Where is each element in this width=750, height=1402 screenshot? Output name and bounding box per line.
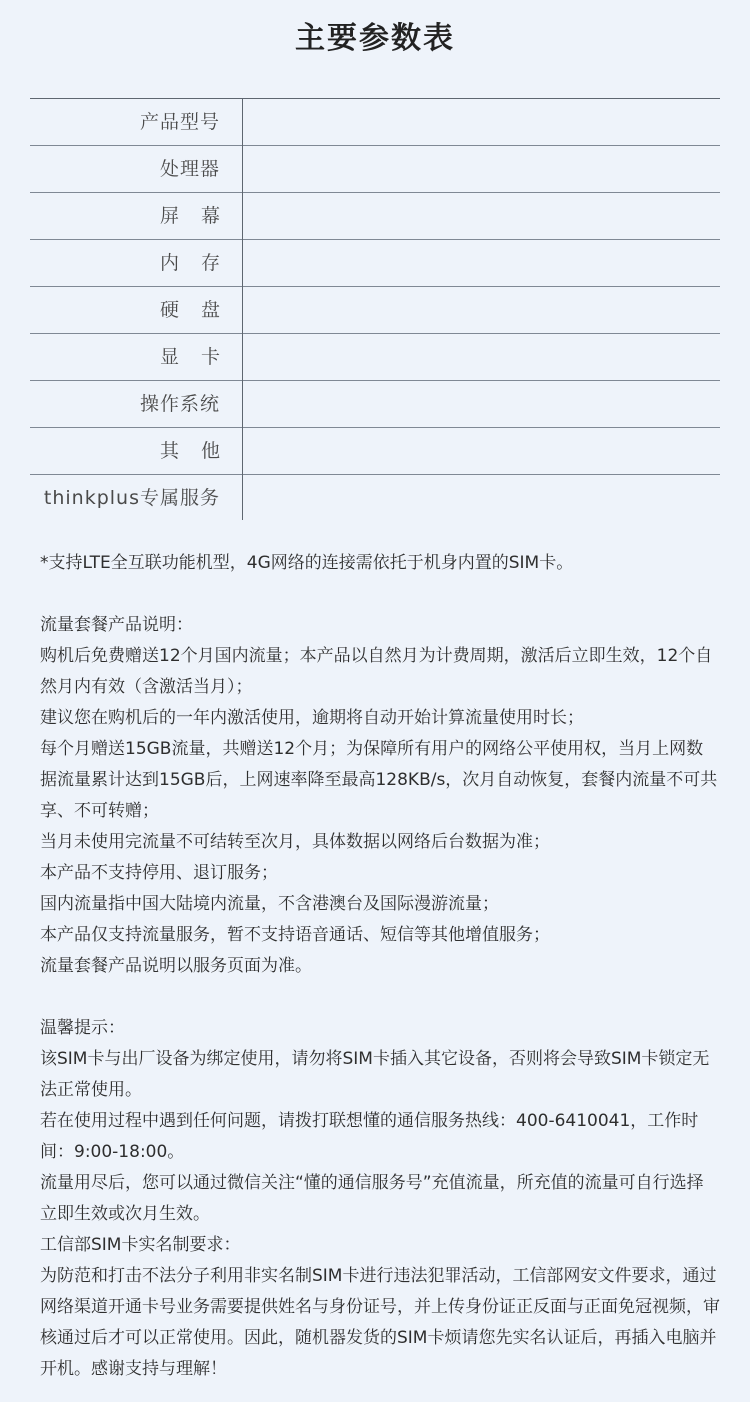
spec-value — [243, 287, 720, 333]
spec-row-os — [30, 380, 720, 427]
spec-label: 屏幕 — [159, 205, 242, 227]
traffic-item: 国内流量指中国大陆境内流量，不含港澳台及国际漫游流量； — [40, 894, 499, 914]
spec-row-storage — [30, 286, 720, 333]
traffic-item: 每个月赠送15GB流量，共赠送12个月；为保障所有用户的网络公平使用权，当月上网数据流量累计达到15GB后，上网速率降至最高128KB/s，次月自动恢复，套餐内流量不可共享、不可转赠； — [40, 739, 718, 821]
spec-table — [30, 98, 720, 521]
spec-value — [243, 475, 720, 521]
tips-item: 为防范和打击不法分子利用非实名制SIM卡进行违法犯罪活动，工信部网安文件要求，通过网络渠道开通卡号业务需要提供姓名与身份证号，并上传身份证正反面与正面免冠视频，审核通过后才可以正常使用。因此，随机器发货的SIM卡烦请您先实名认证后，再插入电脑并开机。感谢支持与理解！ — [40, 1266, 720, 1379]
spec-row-screen — [30, 192, 720, 239]
tips-heading: 温馨提示： — [40, 1018, 125, 1038]
spec-row-processor — [30, 145, 720, 192]
traffic-item: 流量套餐产品说明以服务页面为准。 — [40, 956, 312, 976]
traffic-item: 本产品不支持停用、退订服务； — [40, 863, 278, 883]
lte-note: *支持LTE全互联功能机型，4G网络的连接需依托于机身内置的SIM卡。 — [40, 553, 574, 573]
traffic-item: 建议您在购机后的一年内激活使用，逾期将自动开始计算流量使用时长； — [40, 708, 584, 728]
spec-value — [243, 381, 720, 427]
spec-label: thinkplus专属服务 — [43, 487, 220, 509]
tips-item: 该SIM卡与出厂设备为绑定使用，请勿将SIM卡插入其它设备，否则将会导致SIM卡锁定无法正常使用。 — [40, 1049, 710, 1100]
spec-value — [243, 193, 720, 239]
tips-item: 流量用尽后，您可以通过微信关注“懂的通信服务号”充值流量，所充值的流量可自行选择立即生效或次月生效。 — [40, 1173, 704, 1224]
page-title: 主要参数表 — [295, 21, 455, 56]
spec-row-graphics — [30, 333, 720, 380]
spec-value — [243, 146, 720, 192]
notes-section — [40, 548, 720, 1385]
traffic-item: 当月未使用完流量不可结转至次月，具体数据以网络后台数据为准； — [40, 832, 550, 852]
tips-item: 若在使用过程中遇到任何问题，请拨打联想懂的通信服务热线：400-6410041，工作时间：9:00-18:00。 — [40, 1111, 699, 1162]
spec-value — [243, 99, 720, 145]
spec-label: 硬盘 — [159, 299, 242, 321]
traffic-heading: 流量套餐产品说明： — [40, 615, 193, 635]
spec-value — [243, 334, 720, 380]
spec-label: 产品型号 — [139, 111, 220, 133]
traffic-item: 本产品仅支持流量服务，暂不支持语音通话、短信等其他增值服务； — [40, 925, 550, 945]
spec-label: 显卡 — [159, 346, 242, 368]
spec-row-memory — [30, 239, 720, 286]
spec-table-divider — [242, 98, 243, 520]
tips-item: 工信部SIM卡实名制要求： — [40, 1235, 241, 1255]
spec-row-thinkplus-service — [30, 474, 720, 521]
spec-label: 处理器 — [159, 158, 220, 180]
spec-label: 操作系统 — [139, 393, 220, 415]
spec-label: 其他 — [159, 440, 242, 462]
spec-label: 内存 — [159, 252, 242, 274]
traffic-item: 购机后免费赠送12个月国内流量；本产品以自然月为计费周期，激活后立即生效，12个自然月内有效（含激活当月）； — [40, 646, 713, 697]
spec-row-model — [30, 98, 720, 145]
spec-value — [243, 240, 720, 286]
spec-value — [243, 428, 720, 474]
spec-row-other — [30, 427, 720, 474]
